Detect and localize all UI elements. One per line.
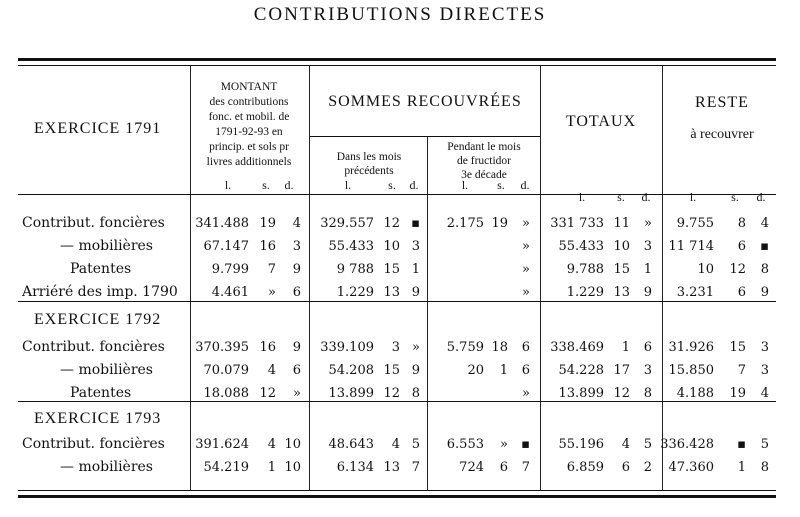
cell-montant-deniers: »	[293, 386, 301, 401]
cell-precedents-deniers: 5	[411, 437, 420, 452]
cell-montant-deniers: 10	[284, 460, 301, 475]
cell-precedents-livres: 9 788	[336, 262, 374, 277]
cell-precedents-sols: 12	[383, 386, 400, 401]
cell-reste-sols: 6	[737, 239, 746, 254]
header-montant-line: livres additionnels	[206, 156, 292, 168]
cell-precedents-livres: 13.899	[328, 386, 374, 401]
unit-livres: l.	[224, 178, 232, 192]
cell-montant-livres: 341.488	[195, 216, 249, 231]
cell-montant-sols: 19	[259, 216, 276, 231]
cell-montant-livres: 70.079	[203, 363, 249, 378]
cell-totaux-livres: 13.899	[558, 386, 604, 401]
header-fructidor-line: de fructidor	[457, 155, 511, 167]
exercice-heading-1792: EXERCICE 1792	[34, 311, 162, 328]
cell-montant-sols: 4	[267, 363, 276, 378]
cell-reste-sols: 6	[737, 285, 746, 300]
cell-montant-deniers: 6	[292, 363, 301, 378]
cell-montant-deniers: 9	[292, 340, 301, 355]
cell-precedents-sols: 3	[391, 340, 400, 355]
unit-livres: l.	[344, 178, 352, 192]
cell-totaux-livres: 1.229	[566, 285, 604, 300]
unit-deniers: d.	[641, 190, 651, 204]
cell-totaux-deniers: 9	[643, 285, 652, 300]
cell-precedents-deniers: 7	[411, 460, 420, 475]
cell-montant-sols: 4	[267, 437, 276, 452]
page-title: CONTRIBUTIONS DIRECTES	[253, 4, 547, 25]
cell-fructidor-deniers: 6	[521, 340, 530, 355]
cell-fructidor-deniers: »	[522, 239, 530, 254]
cell-reste-deniers: 3	[760, 363, 769, 378]
cell-reste-sols: 8	[737, 216, 746, 231]
cell-precedents-deniers: »	[412, 340, 420, 355]
cell-reste-livres: 15.850	[668, 363, 714, 378]
unit-livres: l.	[689, 190, 697, 204]
cell-totaux-deniers: 6	[643, 340, 652, 355]
row-label: — mobilières	[60, 238, 153, 254]
header-fructidor-line: 3e décade	[461, 169, 507, 181]
cell-montant-livres: 391.624	[195, 437, 249, 452]
unit-livres: l.	[461, 178, 469, 192]
cell-reste-sols: 15	[729, 340, 746, 355]
cell-fructidor-sols: »	[500, 437, 508, 452]
cell-montant-deniers: 6	[292, 285, 301, 300]
cell-montant-deniers: 4	[292, 216, 301, 231]
cell-precedents-livres: 6.134	[336, 460, 374, 475]
cell-precedents-sols: 15	[383, 363, 400, 378]
cell-montant-livres: 54.219	[203, 460, 249, 475]
cell-precedents-sols: 13	[383, 285, 400, 300]
row-label: Patentes	[70, 385, 132, 401]
unit-deniers: d.	[520, 178, 530, 192]
cell-montant-sols: »	[268, 285, 276, 300]
bottom-rule-thin	[18, 490, 776, 491]
cell-precedents-livres: 329.557	[320, 216, 374, 231]
header-precedents	[313, 150, 425, 178]
cell-montant-livres: 370.395	[195, 340, 249, 355]
row-label: Arriéré des imp. 1790	[22, 284, 178, 300]
cell-precedents-sols: 10	[383, 239, 400, 254]
cell-montant-deniers: 10	[284, 437, 301, 452]
cell-precedents-sols: 13	[383, 460, 400, 475]
header-montant-line: MONTANT	[220, 81, 278, 93]
header-montant-line: 1791-92-93 en	[215, 126, 283, 138]
header-montant-line: princip. et sols pr	[209, 141, 289, 153]
cell-totaux-sols: 13	[613, 285, 630, 300]
cell-reste-livres: 31.926	[668, 340, 714, 355]
cell-totaux-livres: 55.433	[558, 239, 604, 254]
cell-precedents-livres: 1.229	[336, 285, 374, 300]
cell-montant-deniers: 3	[292, 239, 301, 254]
exercice-heading-1791: EXERCICE 1791	[34, 120, 162, 137]
cell-fructidor-deniers: ▪	[521, 437, 530, 452]
row-label: — mobilières	[60, 362, 153, 378]
header-totaux: TOTAUX	[565, 113, 637, 130]
cell-precedents-livres: 339.109	[320, 340, 374, 355]
header-precedents-line: Dans les mois	[336, 151, 402, 163]
cell-totaux-deniers: 8	[643, 386, 652, 401]
cell-reste-deniers: 8	[760, 460, 769, 475]
cell-precedents-sols: 12	[383, 216, 400, 231]
unit-sols: s.	[262, 178, 270, 192]
cell-fructidor-livres: 6.553	[446, 437, 484, 452]
cell-totaux-livres: 6.859	[566, 460, 604, 475]
cell-fructidor-sols: 6	[499, 460, 508, 475]
cell-reste-deniers: 5	[760, 437, 769, 452]
cell-reste-livres: 3.231	[676, 285, 714, 300]
cell-precedents-deniers: 9	[411, 363, 420, 378]
cell-fructidor-sols: 18	[491, 340, 508, 355]
cell-montant-livres: 67.147	[203, 239, 249, 254]
cell-totaux-sols: 6	[621, 460, 630, 475]
cell-totaux-sols: 15	[613, 262, 630, 277]
cell-reste-livres: 4.188	[676, 386, 714, 401]
col-divider-2	[309, 66, 310, 490]
header-reste: RESTE	[695, 94, 749, 111]
cell-fructidor-deniers: »	[522, 216, 530, 231]
unit-livres: l.	[578, 190, 586, 204]
unit-deniers: d.	[756, 190, 766, 204]
cell-totaux-deniers: 3	[643, 363, 652, 378]
cell-reste-deniers: 3	[760, 340, 769, 355]
cell-reste-deniers: 4	[760, 216, 769, 231]
cell-reste-sols: 1	[737, 460, 746, 475]
header-montant-line: fonc. et mobil. de	[208, 111, 290, 123]
unit-sols: s.	[617, 190, 625, 204]
cell-totaux-livres: 54.228	[558, 363, 604, 378]
header-fructidor	[428, 140, 540, 182]
header-reste-sub: à recouvrer	[690, 127, 754, 142]
cell-reste-livres: 10	[697, 262, 714, 277]
cell-precedents-deniers: 9	[411, 285, 420, 300]
cell-totaux-deniers: 1	[643, 262, 652, 277]
cell-reste-livres: 9.755	[676, 216, 714, 231]
cell-totaux-deniers: 2	[643, 460, 652, 475]
cell-reste-livres: 47.360	[668, 460, 714, 475]
header-fructidor-line: Pendant le mois	[447, 141, 521, 153]
cell-fructidor-deniers: 6	[521, 363, 530, 378]
cell-precedents-deniers: ▪	[411, 216, 420, 231]
cell-montant-livres: 9.799	[211, 262, 249, 277]
unit-deniers: d.	[284, 178, 294, 192]
cell-reste-sols: ▪	[737, 437, 746, 452]
sommes-subheader-rule	[310, 136, 540, 137]
row-label: Contribut. foncières	[22, 215, 165, 231]
cell-montant-livres: 18.088	[203, 386, 249, 401]
cell-totaux-sols: 17	[613, 363, 630, 378]
cell-totaux-sols: 1	[621, 340, 630, 355]
cell-fructidor-livres: 20	[467, 363, 484, 378]
cell-fructidor-deniers: »	[522, 262, 530, 277]
cell-totaux-sols: 11	[613, 216, 630, 231]
bottom-rule-thick	[18, 495, 776, 498]
unit-deniers: d.	[409, 178, 419, 192]
cell-precedents-sols: 4	[391, 437, 400, 452]
row-label: — mobilières	[60, 459, 153, 475]
cell-fructidor-sols: 19	[491, 216, 508, 231]
cell-montant-sols: 1	[267, 460, 276, 475]
cell-precedents-deniers: 8	[411, 386, 420, 401]
cell-montant-sols: 16	[259, 340, 276, 355]
cell-reste-deniers: 4	[760, 386, 769, 401]
cell-reste-sols: 7	[737, 363, 746, 378]
cell-totaux-sols: 10	[613, 239, 630, 254]
cell-totaux-livres: 331 733	[550, 216, 604, 231]
header-precedents-line: précédents	[344, 165, 394, 177]
cell-precedents-livres: 54.208	[328, 363, 374, 378]
cell-reste-sols: 12	[729, 262, 746, 277]
header-sommes: SOMMES RECOUVRÉES	[328, 93, 522, 110]
cell-totaux-livres: 338.469	[550, 340, 604, 355]
cell-montant-deniers: 9	[292, 262, 301, 277]
cell-reste-deniers: 8	[760, 262, 769, 277]
cell-precedents-livres: 48.643	[328, 437, 374, 452]
cell-reste-sols: 19	[729, 386, 746, 401]
cell-fructidor-deniers: »	[522, 285, 530, 300]
cell-totaux-deniers: 5	[643, 437, 652, 452]
cell-precedents-livres: 55.433	[328, 239, 374, 254]
cell-fructidor-deniers: »	[522, 386, 530, 401]
cell-totaux-deniers: 3	[643, 239, 652, 254]
cell-precedents-deniers: 3	[411, 239, 420, 254]
cell-fructidor-livres: 724	[459, 460, 484, 475]
cell-reste-livres: 11 714	[668, 239, 714, 254]
cell-totaux-sols: 4	[621, 437, 630, 452]
cell-fructidor-livres: 2.175	[446, 216, 484, 231]
unit-sols: s.	[731, 190, 739, 204]
cell-reste-deniers: ▪	[760, 239, 769, 254]
row-label: Contribut. foncières	[22, 339, 165, 355]
cell-reste-livres: 336.428	[660, 437, 714, 452]
cell-totaux-sols: 12	[613, 386, 630, 401]
unit-sols: s.	[388, 178, 396, 192]
cell-reste-deniers: 9	[760, 285, 769, 300]
unit-sols: s.	[497, 178, 505, 192]
cell-fructidor-deniers: 7	[521, 460, 530, 475]
cell-montant-sols: 16	[259, 239, 276, 254]
cell-totaux-deniers: »	[644, 216, 652, 231]
cell-precedents-deniers: 1	[411, 262, 420, 277]
cell-montant-sols: 12	[259, 386, 276, 401]
cell-totaux-livres: 55.196	[558, 437, 604, 452]
cell-montant-livres: 4.461	[211, 285, 249, 300]
header-montant	[190, 80, 308, 170]
row-label: Patentes	[70, 261, 132, 277]
header-montant-line: des contributions	[209, 96, 289, 108]
cell-totaux-livres: 9.788	[566, 262, 604, 277]
row-label: Contribut. foncières	[22, 436, 165, 452]
cell-fructidor-livres: 5.759	[446, 340, 484, 355]
top-rule-thick	[18, 58, 776, 61]
cell-fructidor-sols: 1	[499, 363, 508, 378]
exercice-heading-1793: EXERCICE 1793	[34, 410, 162, 427]
cell-montant-sols: 7	[267, 262, 276, 277]
cell-precedents-sols: 15	[383, 262, 400, 277]
